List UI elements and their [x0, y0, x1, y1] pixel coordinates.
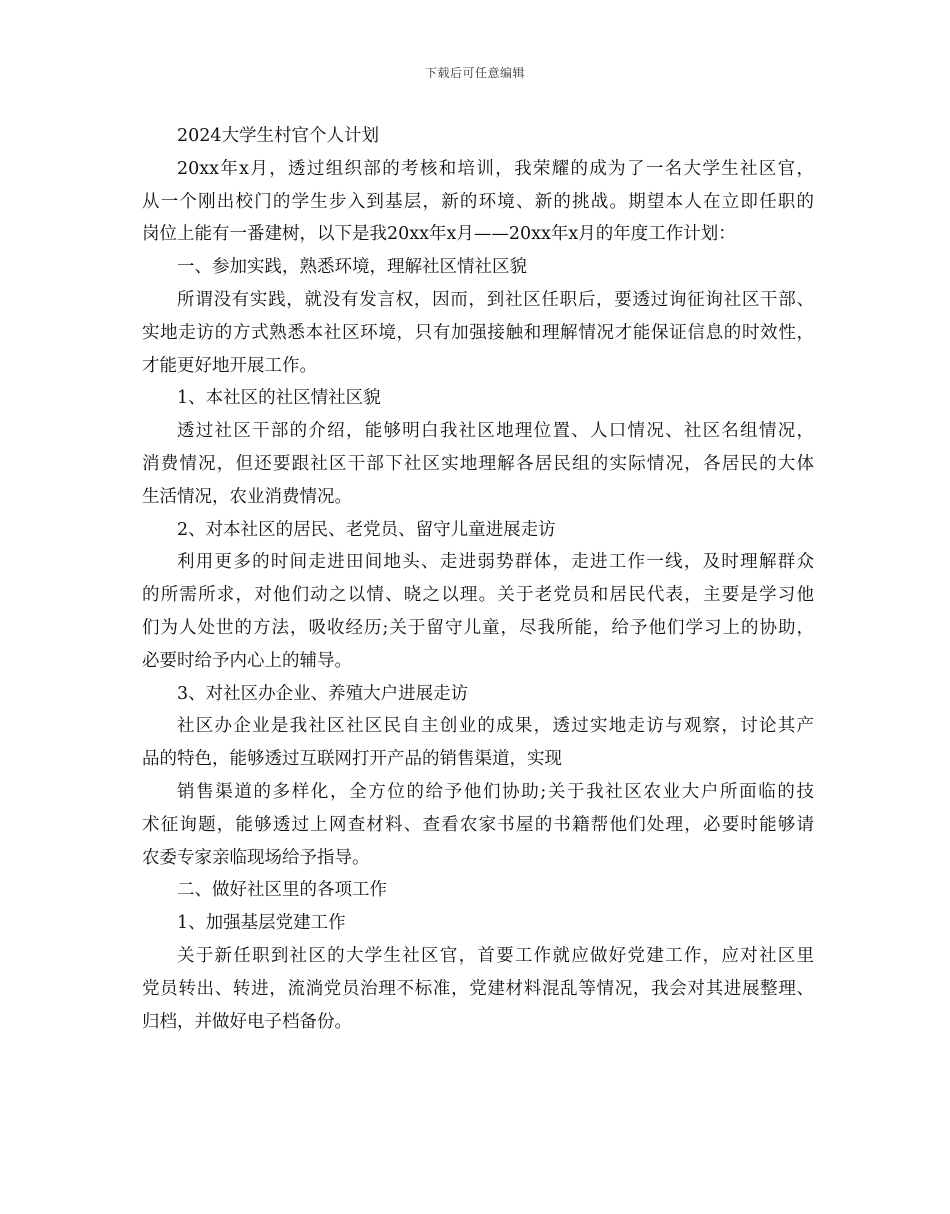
text-line: 归档，并做好电子档备份。 — [142, 1011, 352, 1032]
text-line: 利用更多的时间走进田间地头、走进弱势群体，走进工作一线，及时理解群众 — [177, 552, 814, 573]
text-line: 必要时给予内心上的辅导。 — [142, 650, 352, 671]
text-line: 们为人处世的方法，吸收经历;关于留守儿童，尽我所能，给予他们学习上的协助， — [142, 617, 814, 638]
text-line: 农委专家亲临现场给予指导。 — [142, 847, 370, 868]
text-line: 3、对社区办企业、养殖大户进展走访 — [177, 683, 469, 704]
text-line: 1、加强基层党建工作 — [177, 913, 346, 934]
document-body — [142, 120, 814, 1038]
text-line: 岗位上能有一番建树，以下是我20xx年x月——20xx年x月的年度工作计划： — [142, 224, 736, 245]
text-line: 销售渠道的多样化，全方位的给予他们协助;关于我社区农业大户所面临的技 — [177, 781, 814, 802]
text-line: 生活情况，农业消费情况。 — [142, 486, 352, 507]
text-line: 从一个刚出校门的学生步入到基层，新的环境、新的挑战。期望本人在立即任职的 — [142, 191, 814, 212]
text-line: 术征询题，能够透过上网查材料、查看农家书屋的书籍帮他们处理，必要时能够请 — [142, 814, 814, 835]
text-line: 一、参加实践，熟悉环境，理解社区情社区貌 — [177, 257, 527, 278]
text-line: 20xx年x月，透过组织部的考核和培训，我荣耀的成为了一名大学生社区官， — [177, 158, 814, 179]
text-line: 品的特色，能够透过互联网打开产品的销售渠道，实现 — [142, 749, 562, 770]
text-line: 党员转出、转进，流淌党员治理不标准，党建材料混乱等情况，我会对其进展整理、 — [142, 978, 814, 999]
text-line: 才能更好地开展工作。 — [142, 355, 317, 376]
text-line: 透过社区干部的介绍，能够明白我社区地理位置、人口情况、社区名组情况， — [177, 421, 814, 442]
text-line: 2、对本社区的居民、老党员、留守儿童进展走访 — [177, 519, 556, 540]
text-line: 1、本社区的社区情社区貌 — [177, 388, 381, 409]
text-line: 关于新任职到社区的大学生社区官，首要工作就应做好党建工作，应对社区里 — [177, 945, 814, 966]
text-line: 的所需所求，对他们动之以情、晓之以理。关于老党员和居民代表，主要是学习他 — [142, 585, 814, 606]
text-line: 社区办企业是我社区社区民自主创业的成果，透过实地走访与观察，讨论其产 — [177, 716, 814, 737]
text-line: 实地走访的方式熟悉本社区环境，只有加强接触和理解情况才能保证信息的时效性， — [142, 322, 814, 343]
text-line: 二、做好社区里的各项工作 — [177, 880, 387, 901]
text-line: 2024大学生村官个人计划 — [177, 126, 380, 146]
header-note: 下载后可任意编辑 — [424, 66, 525, 80]
text-line: 消费情况，但还要跟社区干部下社区实地理解各居民组的实际情况，各居民的大体 — [142, 453, 814, 474]
text-line: 所谓没有实践，就没有发言权，因而，到社区任职后，要透过询征询社区干部、 — [177, 289, 814, 310]
